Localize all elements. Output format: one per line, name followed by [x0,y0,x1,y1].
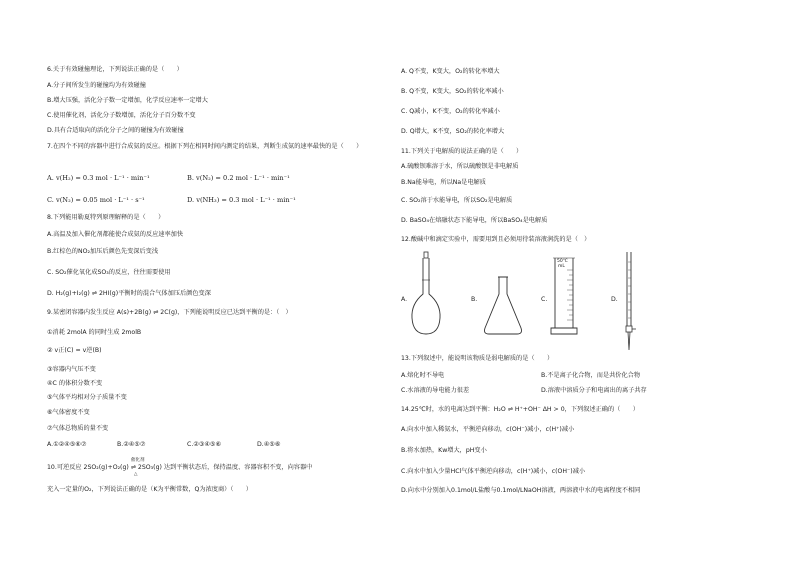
q14-option-a: A.向水中加入稀氨水，平衡逆向移动，c(OH⁻)减小，c(H⁺)减小 [401,426,575,433]
q7-option-a: A. v(H₂) = 0.3 mol · L⁻¹ · min⁻¹ [47,174,150,182]
q13-stem: 13.下列叙述中，能说明该物质是弱电解质的是（ ） [401,355,554,362]
q6-option-d: D.具有合适取向的活化分子之间的碰撞为有效碰撞 [47,127,184,134]
q11-option-d: D. BaSO₄在熔融状态下能导电，所以BaSO₄是电解质 [401,217,548,224]
q9-item-5: ⑤气体平均相对分子质量不变 [47,394,127,401]
q10-stem-line2: 充入一定量的O₂，下列说法正确的是（K为平衡常数，Q为浓度商）（ ） [47,486,252,493]
cylinder-temp-label: 50℃ [557,259,568,264]
q8-option-a: A.高温及加入催化剂都能使合成氨的反应速率加快 [47,231,184,238]
q8-stem: 8.下列能用勒夏特列原理解释的是（ ） [47,214,165,221]
q10-option-d: D. Q增大，K不变，SO₂的转化率增大 [401,128,505,135]
q10-heat-symbol: △ [134,472,138,477]
q8-option-c: C. SO₂催化氧化成SO₃的反应，往往需要使用 [47,269,171,276]
q11-stem: 11.下列关于电解质的说法正确的是（ ） [401,148,523,155]
q6-option-a: A.分子间所发生的碰撞均为有效碰撞 [47,82,146,89]
q6-stem: 6.关于有效碰撞理论，下列说法正确的是（ ） [47,66,183,73]
q9-item-6: ⑥气体密度不变 [47,409,90,416]
q13-option-d: D.溶液中溶质分子和电离出的离子共存 [541,387,647,394]
q9-option-c: C.②③④⑤⑥ [187,441,222,448]
q10-stem-line1: 10.可逆反应 2SO₂(g)+O₂(g) ⇌ 2SO₃(g) 达到平衡状态后，保持温度、容器容积不变，向容器中 [47,464,313,471]
q12-stem: 12.酸碱中和滴定实验中，需要用到且必须用待装溶液润洗的是（ ） [401,236,591,243]
q10-option-a: A. Q不变，K变大，O₂的转化率增大 [401,68,500,75]
burette-icon [619,250,639,356]
q6-option-c: C.使用催化剂，活化分子数增加，活化分子百分数不变 [47,112,196,119]
q14-option-b: B.将水加热，Kw增大，pH变小 [401,447,487,454]
q9-option-b: B.②④⑤⑦ [117,441,146,448]
q14-option-c: C.向水中加入少量HCl气体平衡逆向移动，c(H⁺)减小，c(OH⁻)减小 [401,468,586,475]
q11-option-a: A.硫酸钡难溶于水，所以硫酸钡是非电解质 [401,163,519,170]
q8-option-d: D. H₂(g)+I₂(g) ⇌ 2HI(g)平衡时的混合气体加压后颜色变深 [47,290,211,297]
q12-option-b: B. [471,296,478,303]
q12-option-d: D. [611,296,618,303]
q9-item-2: ② v正(C) = v逆(B) [47,347,102,354]
q11-option-b: B.Na能导电，所以Na是电解质 [401,179,486,186]
q10-option-c: C. Q减小，K不变，O₂的转化率减小 [401,108,500,115]
q12-option-a: A. [401,296,408,303]
q7-option-c: C. v(N₂) = 0.05 mol · L⁻¹ · s⁻¹ [47,196,145,204]
q11-option-c: C. SO₂溶于水能导电，所以SO₂是电解质 [401,197,513,204]
q9-item-1: ①消耗 2molA 的同时生成 2molB [47,329,142,336]
q7-stem: 7.在四个不同的容器中进行合成氨的反应。根据下列在相同时间内测定的结果，判断生成氨的速率最快的是（ ） [47,143,363,150]
q13-option-c: C.水溶液的导电能力很差 [401,387,470,394]
cylinder-unit-label: mL [558,264,565,269]
q9-option-a: A.①②④⑤⑥⑦ [47,441,87,448]
q14-stem: 14.25℃时，水的电离达到平衡：H₂O ⇌ H⁺+OH⁻ ΔH > 0，下列叙述正确的（ ） [401,406,639,413]
q7-option-d: D. v(NH₃) = 0.3 mol · L⁻¹ · min⁻¹ [187,196,296,204]
q10-catalyst-label: 催化剂 [131,458,145,463]
q9-item-3: ③容器内气压不变 [47,366,96,373]
q6-option-b: B.增大压强，活化分子数一定增加，化学反应速率一定增大 [47,97,208,104]
q13-option-b: B.不是离子化合物，而是共价化合物 [541,372,641,379]
volumetric-flask-icon [409,250,443,336]
q9-item-7: ⑦气体总物质的量不变 [47,425,109,432]
q14-option-d: D.向水中分别加入0.1mol/L盐酸与0.1mol/LNaOH溶液，两溶液中水的电离程度不相同 [401,487,641,494]
conical-flask-icon [481,274,525,336]
q7-option-b: B. v(N₂) = 0.2 mol · L⁻¹ · min⁻¹ [187,174,290,182]
q9-option-d: D.④⑤⑥ [257,441,281,448]
q10-option-b: B. Q不变，K变大，SO₂的转化率减小 [401,88,504,95]
q9-item-4: ④C 的体积分数不变 [47,380,103,387]
q9-stem: 9.某密闭容器内发生反应 A(s)+2B(g) ⇌ 2C(g)，下列能说明反应已达到平衡的是：（ ） [47,309,292,316]
q8-option-b: B.红棕色的NO₂加压后颜色先变深后变浅 [47,248,159,255]
q12-option-c: C. [541,296,548,303]
q13-option-a: A.熔化时不导电 [401,372,445,379]
